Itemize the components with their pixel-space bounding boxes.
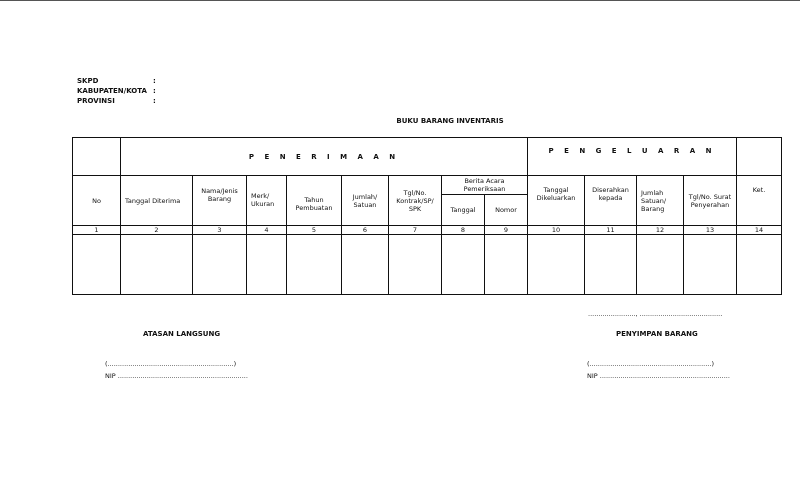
empty-cell bbox=[193, 235, 247, 295]
atasan-name-line: (.............................................................) bbox=[105, 360, 237, 368]
column-number: 14 bbox=[737, 226, 782, 235]
column-number: 12 bbox=[637, 226, 684, 235]
field-value: : bbox=[153, 97, 156, 105]
atasan-langsung-title: ATASAN LANGSUNG bbox=[143, 330, 221, 338]
column-number: 6 bbox=[342, 226, 389, 235]
column-number: 3 bbox=[193, 226, 247, 235]
corner-cell-right bbox=[737, 138, 782, 176]
corner-cell bbox=[73, 138, 121, 176]
col-nama-jenis-barang: Nama/Jenis Barang bbox=[193, 176, 247, 226]
col-diserahkan-kepada: Diserahkan kepada bbox=[585, 176, 637, 226]
group-pengeluaran: P E N G E L U A R A N bbox=[528, 138, 737, 176]
top-rule bbox=[0, 0, 800, 1]
col-no: No bbox=[73, 176, 121, 226]
empty-cell bbox=[485, 235, 528, 295]
col-tahun-pembuatan: Tahun Pembuatan bbox=[287, 176, 342, 226]
document-title: BUKU BARANG INVENTARIS bbox=[396, 117, 504, 125]
empty-cell bbox=[737, 235, 782, 295]
column-header-row bbox=[73, 176, 782, 195]
penyimpan-nip-line: NIP ............................................................... bbox=[587, 372, 730, 380]
column-number: 5 bbox=[287, 226, 342, 235]
penyimpan-name-line: (...........................................................) bbox=[587, 360, 714, 368]
column-number: 8 bbox=[442, 226, 485, 235]
field-provinsi bbox=[77, 96, 159, 106]
atasan-nip-line: NIP ............................................................... bbox=[105, 372, 248, 380]
column-number: 2 bbox=[121, 226, 193, 235]
empty-cell bbox=[247, 235, 287, 295]
empty-cell bbox=[637, 235, 684, 295]
col-jumlah-satuan: Jumlah/ Satuan bbox=[342, 176, 389, 226]
empty-cell bbox=[585, 235, 637, 295]
field-skpd bbox=[77, 76, 159, 86]
penyimpan-barang-title: PENYIMPAN BARANG bbox=[616, 330, 698, 338]
col-ba-nomor: Nomor bbox=[485, 195, 528, 226]
empty-cell bbox=[389, 235, 442, 295]
col-merk-ukuran: Merk/ Ukuran bbox=[247, 176, 287, 226]
header-fields bbox=[77, 76, 159, 106]
col-jumlah-satuan-barang: Jumlah Satuan/ Barang bbox=[637, 176, 684, 226]
column-number: 10 bbox=[528, 226, 585, 235]
column-number-row bbox=[73, 226, 782, 235]
column-number: 7 bbox=[389, 226, 442, 235]
col-berita-acara: Berita Acara Pemeriksaan bbox=[442, 176, 528, 195]
column-number: 11 bbox=[585, 226, 637, 235]
col-tanggal-diterima: Tanggal Diterima bbox=[121, 176, 193, 226]
col-ket: Ket. bbox=[737, 176, 782, 226]
empty-cell bbox=[442, 235, 485, 295]
empty-cell bbox=[73, 235, 121, 295]
field-label: SKPD bbox=[77, 77, 99, 85]
col-tgl-kontrak: Tgl/No. Kontrak/SP/ SPK bbox=[389, 176, 442, 226]
column-number: 1 bbox=[73, 226, 121, 235]
place-date-line: ......................., ........................................ bbox=[588, 310, 723, 318]
empty-cell bbox=[121, 235, 193, 295]
field-value: : bbox=[153, 87, 156, 95]
column-number: 13 bbox=[684, 226, 737, 235]
group-penerimaan: P E N E R I M A A N bbox=[121, 138, 528, 176]
column-number: 9 bbox=[485, 226, 528, 235]
empty-data-row bbox=[73, 235, 782, 295]
empty-cell bbox=[287, 235, 342, 295]
col-ba-tanggal: Tanggal bbox=[442, 195, 485, 226]
field-value: : bbox=[153, 77, 156, 85]
empty-cell bbox=[684, 235, 737, 295]
empty-cell bbox=[342, 235, 389, 295]
field-kabupaten-kota bbox=[77, 86, 159, 96]
col-tanggal-dikeluarkan: Tanggal Dikeluarkan bbox=[528, 176, 585, 226]
field-label: KABUPATEN/KOTA bbox=[77, 87, 147, 95]
col-tgl-surat-penyerahan: Tgl/No. Surat Penyerahan bbox=[684, 176, 737, 226]
group-header-row bbox=[73, 138, 782, 176]
inventory-table bbox=[72, 137, 782, 295]
column-number: 4 bbox=[247, 226, 287, 235]
field-label: PROVINSI bbox=[77, 97, 115, 105]
empty-cell bbox=[528, 235, 585, 295]
